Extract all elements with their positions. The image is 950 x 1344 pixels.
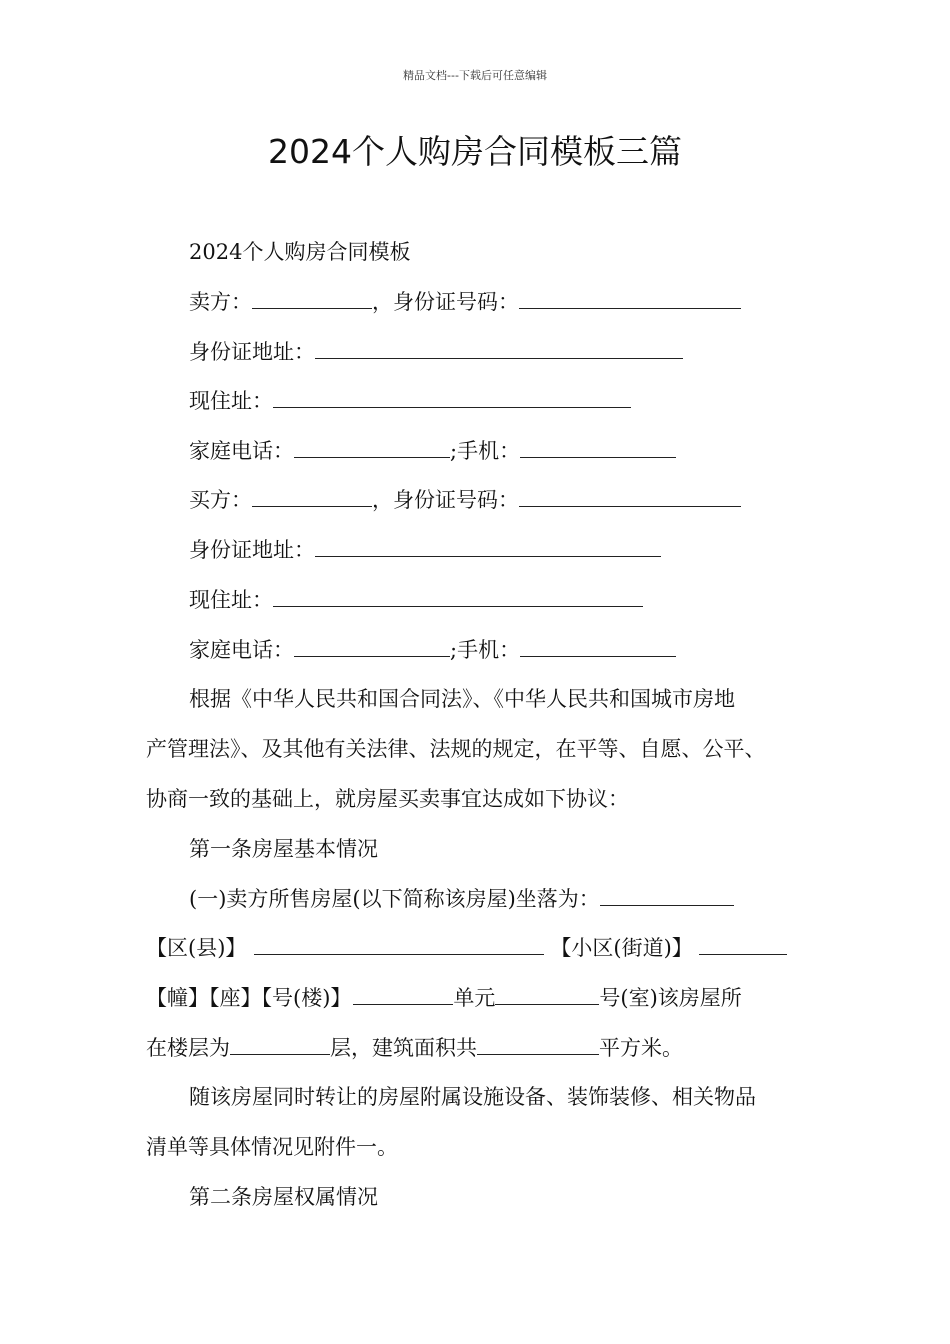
unit-blank <box>495 984 599 1005</box>
article-1-district-line <box>146 933 787 963</box>
article-1-attachment-line-2: 清单等具体情况见附件一。 <box>146 1135 398 1159</box>
buyer-home-phone-blank <box>294 636 450 657</box>
community-blank <box>699 934 787 955</box>
article-1-location-line <box>189 884 734 914</box>
buyer-address-line <box>189 535 661 565</box>
seller-address-line <box>189 337 683 367</box>
buyer-phone-line <box>189 635 676 665</box>
buyer-label: 买方： <box>189 488 252 512</box>
area-suffix: 平方米。 <box>599 1036 683 1060</box>
article-1-heading: 第一条房屋基本情况 <box>189 837 378 861</box>
seller-current-address-blank <box>273 387 631 408</box>
location-blank <box>600 885 734 906</box>
article-1-building-line <box>146 983 742 1013</box>
seller-label: 卖方： <box>189 290 252 314</box>
buyer-address-label: 身份证地址： <box>189 538 315 562</box>
buyer-name-blank <box>252 486 372 507</box>
buyer-address-blank <box>315 536 661 557</box>
building-label: 【幢】【座】【号(楼)】 <box>146 986 352 1010</box>
buyer-current-address-label: 现住址： <box>189 588 273 612</box>
intro-line-2: 产管理法》、及其他有关法律、法规的规定，在平等、自愿、公平、 <box>146 737 766 761</box>
floor-prefix: 在楼层为 <box>146 1036 230 1060</box>
district-blank <box>254 934 544 955</box>
community-label: 【小区(街道)】 <box>550 936 693 960</box>
seller-name-blank <box>252 288 372 309</box>
article-1-attachment-line-1: 随该房屋同时转让的房屋附属设施设备、装饰装修、相关物品 <box>189 1085 756 1109</box>
seller-current-address-label: 现住址： <box>189 389 273 413</box>
article-2-heading: 第二条房屋权属情况 <box>189 1185 378 1209</box>
buyer-current-address-line <box>189 585 643 615</box>
seller-line <box>189 287 741 317</box>
buyer-home-phone-label: 家庭电话： <box>189 638 294 662</box>
article-1-floor-line <box>146 1033 683 1063</box>
seller-id-label: ，身份证号码： <box>372 290 519 314</box>
seller-current-address-line <box>189 386 631 416</box>
intro-line-3: 协商一致的基础上，就房屋买卖事宜达成如下协议： <box>146 787 629 811</box>
buyer-line <box>189 485 741 515</box>
unit-label: 单元 <box>453 986 496 1010</box>
building-blank <box>353 984 453 1005</box>
floor-blank <box>230 1034 330 1055</box>
buyer-id-blank <box>519 486 741 507</box>
subtitle: 2024个人购房合同模板 <box>189 240 411 264</box>
buyer-current-address-blank <box>273 586 643 607</box>
seller-mobile-label: ;手机： <box>450 439 521 463</box>
seller-address-blank <box>315 338 683 359</box>
buyer-mobile-label: ;手机： <box>450 638 521 662</box>
seller-id-blank <box>519 288 741 309</box>
buyer-mobile-blank <box>520 636 676 657</box>
seller-mobile-blank <box>520 437 676 458</box>
intro-line-1: 根据《中华人民共和国合同法》、《中华人民共和国城市房地 <box>189 687 735 711</box>
location-label: (一)卖方所售房屋(以下简称该房屋)坐落为： <box>189 887 600 911</box>
header-note: 精品文档---下载后可任意编辑 <box>403 69 547 82</box>
seller-phone-line <box>189 436 676 466</box>
seller-home-phone-label: 家庭电话： <box>189 439 294 463</box>
room-label: 号(室)该房屋所 <box>599 986 742 1010</box>
seller-home-phone-blank <box>294 437 450 458</box>
area-blank <box>477 1034 599 1055</box>
buyer-id-label: ，身份证号码： <box>372 488 519 512</box>
seller-address-label: 身份证地址： <box>189 340 315 364</box>
document-title: 2024个人购房合同模板三篇 <box>268 132 682 171</box>
district-label: 【区(县)】 <box>146 936 247 960</box>
floor-suffix: 层，建筑面积共 <box>330 1036 477 1060</box>
